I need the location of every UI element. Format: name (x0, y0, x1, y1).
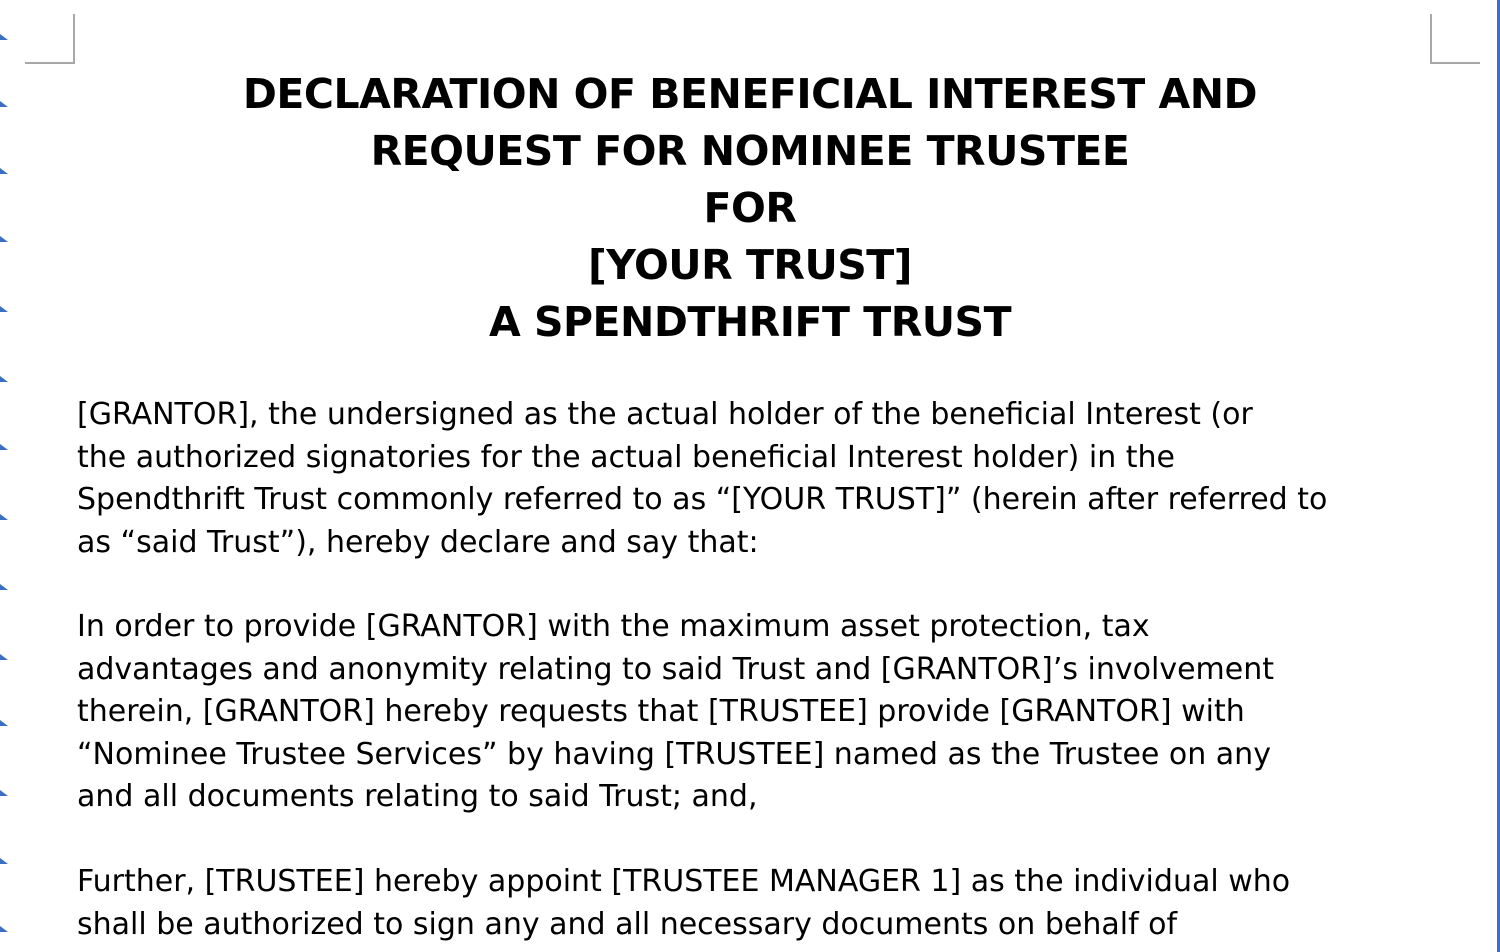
crop-mark-top-right-icon (1430, 14, 1480, 64)
paragraph-line: [GRANTOR], the undersigned as the actual holder of the beneficial Interest (or (77, 397, 1253, 432)
triangle-marker-icon (0, 34, 8, 40)
paragraph-line: shall be authorized to sign any and all necessary documents on behalf of (77, 906, 1178, 942)
triangle-marker-icon (0, 720, 8, 726)
paragraph-trustee-appointment (77, 861, 1437, 946)
triangle-marker-icon (0, 858, 8, 864)
title-line: [YOUR TRUST] (587, 241, 913, 289)
paragraph-line: therein, [GRANTOR] hereby requests that [TRUSTEE] provide [GRANTOR] with (77, 694, 1245, 729)
paragraph-line: advantages and anonymity relating to said Trust and [GRANTOR]’s involvement (77, 651, 1274, 687)
paragraph-line: and all documents relating to said Trust; and, (77, 779, 758, 814)
paragraph-line: Spendthrift Trust commonly referred to as “[YOUR TRUST]” (herein after referred to (77, 482, 1328, 517)
triangle-marker-icon (0, 376, 8, 382)
triangle-marker-icon (0, 444, 8, 450)
paragraph-line: In order to provide [GRANTOR] with the maximum asset protection, tax (77, 609, 1150, 644)
triangle-marker-icon (0, 514, 8, 520)
paragraph-nominee-request (77, 606, 1437, 819)
title-line: FOR (703, 184, 797, 232)
triangle-marker-icon (0, 926, 8, 932)
paragraph-line: Further, [TRUSTEE] hereby appoint [TRUSTEE MANAGER 1] as the individual who (77, 864, 1291, 899)
triangle-marker-icon (0, 790, 8, 796)
document-title (0, 66, 1500, 351)
title-line: REQUEST FOR NOMINEE TRUSTEE (370, 127, 1130, 175)
paragraph-line: “Nominee Trustee Services” by having [TRUSTEE] named as the Trustee on any (77, 736, 1271, 772)
triangle-marker-icon (0, 654, 8, 660)
crop-mark-top-left-icon (25, 14, 75, 64)
paragraph-declaration (77, 394, 1437, 564)
paragraph-line: as “said Trust”), hereby declare and say that: (77, 524, 759, 560)
title-line: DECLARATION OF BENEFICIAL INTEREST AND (242, 70, 1258, 118)
paragraph-line: the authorized signatories for the actual beneficial Interest holder) in the (77, 439, 1176, 475)
title-line: A SPENDTHRIFT TRUST (488, 298, 1012, 346)
triangle-marker-icon (0, 584, 8, 590)
